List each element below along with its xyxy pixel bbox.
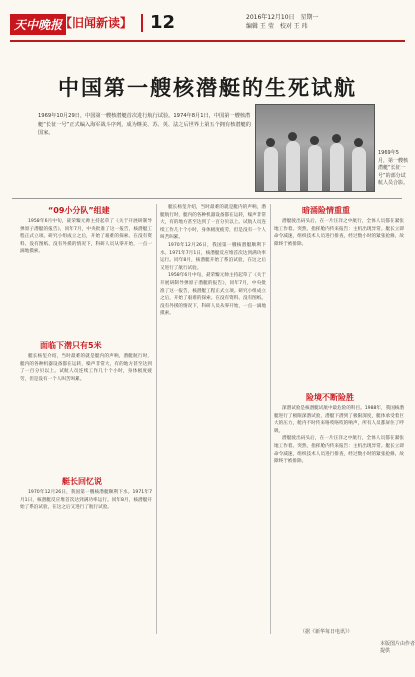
subhead-2: 面临下潜只有5米 — [40, 341, 102, 350]
photo-figure-head — [288, 132, 297, 141]
photo-credit: 本版图片由作者提供 — [380, 641, 415, 654]
paragraph: 1958年6月中旬，聂荣臻元帅主持起草了《关于开展研制导弹原子潜艇的报告》，同年7月，中央批准了这一报告，核潜艇工程正式立项。研究小组成立之后，开始了艰难的探索。在没有资料、没有图纸、没有外援的情况下，科研人员从零开始，一点一滴地摸索。 — [20, 219, 152, 255]
date-line — [246, 13, 319, 31]
section-rule — [12, 198, 402, 199]
section-name: 【旧闻新读】 — [60, 16, 133, 30]
article-column-5 — [274, 405, 404, 625]
paragraph: 艇长杨玺介绍，当时最难的就是艇内的声响，潜艇航行时，艇内的各种机器设备都在运转，噪声非常大，有的地方甚至达到了一百分贝以上。试航人员连续工作几十个小时，身体极度疲劳，但是没有一个人叫苦叫累。 — [20, 354, 152, 382]
subhead-1: “09小分队”组建 — [48, 206, 110, 215]
group-photo — [255, 104, 375, 192]
article-column-3 — [20, 489, 152, 629]
paragraph: 1970年12月26日，我国第一艘核潜艇顺利下水。1971年7月1日，核潜艇反应堆首次达到满功率运行。同年8月，核潜艇开始了系泊试验，在这之后又进行了航行试验。 — [20, 490, 152, 511]
subhead-5: 险境不断险胜 — [306, 393, 354, 402]
source-credit: （据《新华每日电讯》） — [300, 629, 353, 635]
photo-figure — [264, 147, 278, 191]
photo-figure — [330, 143, 344, 191]
column-divider — [270, 204, 271, 634]
article-column-4 — [274, 218, 404, 388]
paragraph: 1970年12月26日，我国第一艘核潜艇顺利下水。1971年7月1日，核潜艇反应堆首次达到满功率运行。同年8月，核潜艇开始了系泊试验，在这之后又进行了航行试验。 — [160, 242, 266, 271]
subhead-3: 艇长回忆说 — [62, 477, 102, 486]
photo-caption: 1969年5月，第一艘核潜艇“长征一号”的部分试航人员合影。 — [378, 150, 409, 186]
paragraph: 潜艇驶出码头后，在一片汪洋之中航行，全体人员都在紧张地工作着。突然，指挥舱内传来报告：主机出现异常。艇长立即命令减速，组织技术人员进行排查，经过数小时的紧张抢修，故障终于被排除。 — [274, 436, 404, 465]
lede-paragraph: 1969年10月29日，中国第一艘核潜艇首次进行航行试验。1974年8月1日，中国第一艘核潜艇“长征一号”正式编入海军战斗序列，成为继美、苏、英、法之后世界上第五个拥有核潜艇的国家。 — [38, 113, 251, 136]
photo-figure-head — [266, 138, 275, 147]
article-column-2 — [20, 353, 152, 473]
photo-figure-head — [310, 136, 319, 145]
paragraph: 艇长杨玺介绍，当时最难的就是艇内的声响，潜艇航行时，艇内的各种机器设备都在运转，噪声非常大，有的地方甚至达到了一百分贝以上。试航人员连续工作几十个小时，身体极度疲劳，但是没有一个人叫苦叫累。 — [160, 205, 266, 241]
photo-figure — [352, 147, 366, 191]
subhead-4: 暗涌险情重重 — [302, 206, 350, 215]
photo-figure-head — [332, 134, 341, 143]
paragraph: 1958年6月中旬，聂荣臻元帅主持起草了《关于开展研制导弹原子潜艇的报告》，同年7月，中央批准了这一报告，核潜艇工程正式立项。研究小组成立之后，开始了艰难的探索。在没有资料、没有图纸、没有外援的情况下，科研人员从零开始，一点一滴地摸索。 — [160, 273, 266, 317]
page-number: 12 — [150, 12, 176, 33]
masthead — [10, 12, 405, 42]
photo-figure — [308, 145, 322, 191]
article-column-1 — [20, 218, 152, 338]
editor-text: 编辑 王 莹 校对 王 玮 — [246, 23, 308, 30]
photo-figure — [286, 141, 300, 191]
page-divider — [141, 14, 143, 32]
article-column-middle — [160, 204, 266, 634]
column-divider — [156, 204, 157, 634]
photo-figure-head — [354, 138, 363, 147]
paragraph: 深潜试验是核潜艇试航中最危险的科目。1988年，我国核潜艇进行了极限深潜试验，潜艇下潜到了极限深度，艇体承受着巨大的压力，舱内不时传来咯吱咯吱的响声，所有人员都屏住了呼吸。 — [274, 406, 404, 434]
date-text: 2016年12月10日 星期一 — [246, 14, 319, 21]
paragraph: 潜艇驶出码头后，在一片汪洋之中航行，全体人员都在紧张地工作着。突然，指挥舱内传来报告：主机出现异常。艇长立即命令减速，组织技术人员进行排查，经过数小时的紧张抢修，故障终于被排除。 — [274, 219, 404, 247]
brand-logo: 天中晚报 — [10, 14, 66, 35]
headline: 中国第一艘核潜艇的生死试航 — [58, 75, 357, 100]
